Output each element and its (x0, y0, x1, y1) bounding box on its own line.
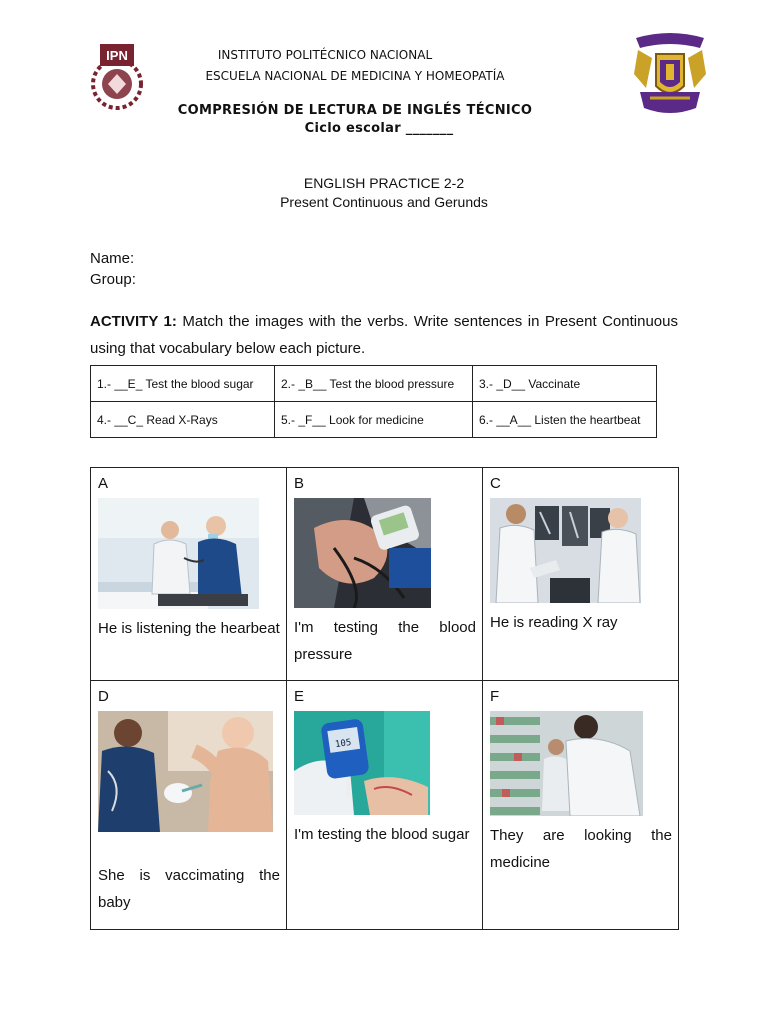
picture-card-d (91, 681, 287, 930)
card-letter: C (490, 475, 501, 492)
table-row (91, 681, 679, 930)
glucometer-blood-sugar-photo (294, 711, 430, 815)
pharmacist-shelves-photo (490, 711, 643, 816)
card-caption: I'm testing the blood sugar (294, 826, 470, 843)
verb-cell: 4.- __C_ Read X-Rays (91, 402, 275, 438)
card-caption: I'm testing the blood pressure (294, 619, 476, 663)
activity-instructions (90, 308, 678, 362)
picture-card-b (287, 468, 483, 681)
verb-matching-table (90, 365, 657, 438)
doctor-listening-heartbeat-photo (98, 498, 259, 609)
card-letter: F (490, 688, 500, 705)
school-name: ESCUELA NACIONAL DE MEDICINA Y HOMEOPATÍA (205, 69, 505, 83)
picture-card-e (287, 681, 483, 930)
card-letter: A (98, 475, 109, 492)
svg-text:105: 105 (334, 737, 353, 751)
picture-card-c (483, 468, 679, 681)
nurse-vaccinating-baby-photo (98, 711, 273, 832)
practice-subtitle: Present Continuous and Gerunds (280, 194, 488, 210)
verb-cell: 1.- __E_ Test the blood sugar (91, 366, 275, 402)
table-row (91, 402, 657, 438)
doctors-reading-xray-photo (490, 498, 641, 603)
institute-name: INSTITUTO POLITÉCNICO NACIONAL (217, 48, 433, 62)
group-label: Group: (90, 271, 136, 288)
card-letter: E (294, 688, 305, 705)
verb-cell: 2.- _B__ Test the blood pressure (275, 366, 473, 402)
picture-card-a (91, 468, 287, 681)
name-label: Name: (90, 250, 135, 267)
card-caption: They are looking the medicine (490, 827, 672, 871)
course-title: COMPRESIÓN DE LECTURA DE INGLÉS TÉCNICO (177, 103, 533, 118)
picture-card-f (483, 681, 679, 930)
svg-text:IPN: IPN (106, 48, 128, 63)
table-row (91, 366, 657, 402)
table-row (91, 468, 679, 681)
verb-cell: 6.- __A__ Listen the heartbeat (473, 402, 657, 438)
picture-grid (90, 467, 679, 930)
practice-title: ENGLISH PRACTICE 2-2 (303, 175, 465, 191)
card-caption: He is reading X ray (490, 614, 618, 631)
card-letter: D (98, 688, 109, 705)
verb-cell: 3.- _D__ Vaccinate (473, 366, 657, 402)
school-year: Ciclo escolar _______ (304, 121, 454, 136)
card-letter: B (294, 475, 305, 492)
verb-cell: 5.- _F__ Look for medicine (275, 402, 473, 438)
activity-text: Match the images with the verbs. Write sentences in Present Continuous using that vocabulary below each picture. (90, 313, 678, 357)
activity-label: ACTIVITY 1: (90, 313, 177, 330)
blood-pressure-monitor-photo (294, 498, 431, 608)
card-caption: She is vaccimating the baby (98, 867, 280, 911)
card-caption: He is listening the hearbeat (98, 620, 280, 637)
